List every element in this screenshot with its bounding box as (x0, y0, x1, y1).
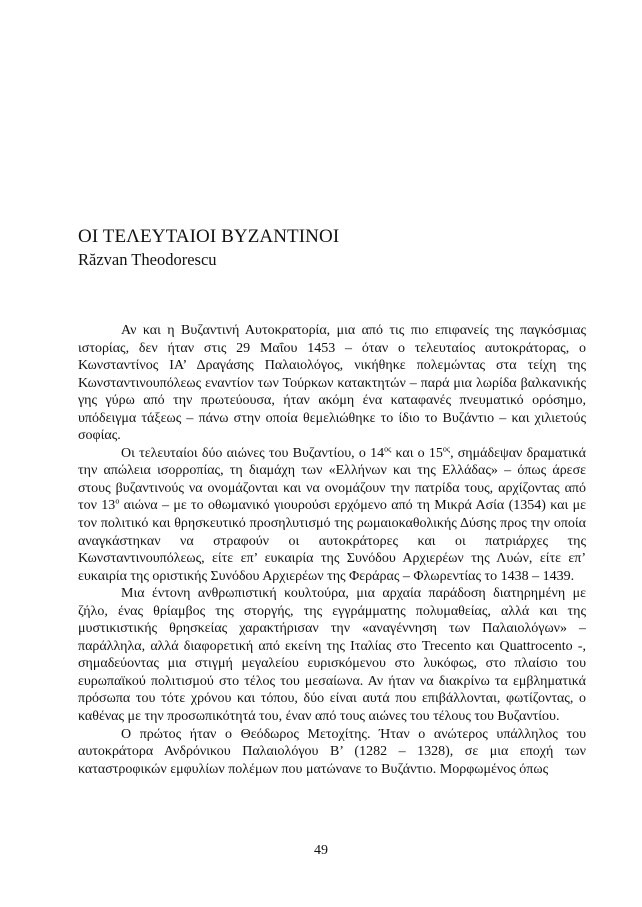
paragraph-text: Οι τελευταίοι δύο αιώνες του Βυζαντίου, ο 14 (121, 445, 385, 461)
paragraph-text: Μια έντονη ανθρωπιστική κουλτούρα, μια αρχαία παράδοση διατηρημένη με ζήλο, ένας θρίαμβος της στοργής, της εγγράμματης πολυμαθείας, αλλά και της μυστικιστικής θρησκείας χαρακτήρισαν την «αναγέννηση των Παλαιολόγων» – παράλληλα, αλλά διαφορετική από εκείνη της Ιταλίας στο Trecento και Quattrocento -, σημαδεύοντας μια στιγμή μεγαλείου ευρισκόμενου στο λυκόφως, στο πλαίσιο του ευρωπαϊκού πολιτισμού στο τέλος του μεσαίωνα. Αν ήταν να διακρίνω τα εμβληματικά πρόσωπα του τότε χρόνου και τόπου, δύο είναι αυτά που επιβάλλονται, φωτίζοντας, ο καθένας με την προσωπικότητά του, έναν από τους αιώνες του τέλους του Βυζαντίου. (78, 586, 586, 725)
paragraph-1 (78, 322, 586, 445)
paragraph-4 (78, 726, 586, 779)
paragraph-2 (78, 445, 586, 585)
paragraph-text: , σημάδεψαν δραματικά την απώλεια ισορροπίας, τη διαμάχη των «Ελλήνων και της Ελλάδας» – όπως άρεσε στους βυζαντινούς να ονομάζονται και να ονομάζουν την πατρίδα τους, αρχίζοντας από τον 13 (78, 445, 586, 514)
paragraph-text: και ο 15 (391, 445, 443, 461)
superscript-ordinal: ο (115, 496, 120, 506)
paragraph-text: αιώνα – με το οθωμανικό γιουρούσι ερχόμενο από τη Μικρά Ασία (1354) και με τον πολιτικό και θρησκευτικό προσηλυτισμό της ρωμαιοκαθολικής Δύσης προς την οποία αναγκάστηκαν να στραφούν οι αυτοκράτορες και οι πατριάρχες της Κωνσταντινουπόλεως, είτε επ’ ευκαιρία της Συνόδου Αρχιερέων της Λυών, είτε επ’ ευκαιρία της οριστικής Συνόδου Αρχιερέων της Φεράρας – Φλωρεντίας το 1438 – 1439. (78, 498, 586, 584)
paragraph-text: Αν και η Βυζαντινή Αυτοκρατορία, μια από τις πιο επιφανείς της παγκόσμιας ιστορίας, δεν ήταν στις 29 Μαΐου 1453 – όταν ο τελευταίος αυτοκράτορας, ο Κωνσταντίνος ΙΑ’ Δραγάσης Παλαιολόγος, νικήθηκε πολεμώντας στα τείχη της Κωνσταντινουπόλεως εναντίον των Τούρκων κατακτητών – παρά μια λωρίδα βαλκανικής γης γύρω από την πρωτεύουσα, ήταν ακόμη ένα καταφανές πνευματικό ορόσημο, υπόδειγμα τάξεως – πάνω στην οποία θεμελιώθηκε το ίδιο το Βυζάντιο – και χιλιετούς σοφίας. (78, 323, 586, 444)
page-number: 49 (314, 843, 328, 858)
superscript-ordinal: ος (384, 444, 392, 454)
paragraph-text: Ο πρώτος ήταν ο Θεόδωρος Μετοχίτης. Ήταν ο ανώτερος υπάλληλος του αυτοκράτορα Ανδρόνικου Παλαιολόγου Β’ (1282 – 1328), σε μια εποχή των καταστροφικών εμφυλίων πολέμων που ματώνανε το Βυζάντιο. Μορφωμένος όπως (78, 726, 586, 777)
author-name: Răzvan Theodorescu (78, 250, 217, 269)
paragraph-3 (78, 585, 586, 725)
document-title: ΟΙ ΤΕΛΕΥΤΑΙΟΙ ΒΥΖΑΝΤΙΝΟΙ (78, 226, 340, 247)
superscript-ordinal: ος (442, 444, 451, 454)
body-text (78, 322, 586, 778)
